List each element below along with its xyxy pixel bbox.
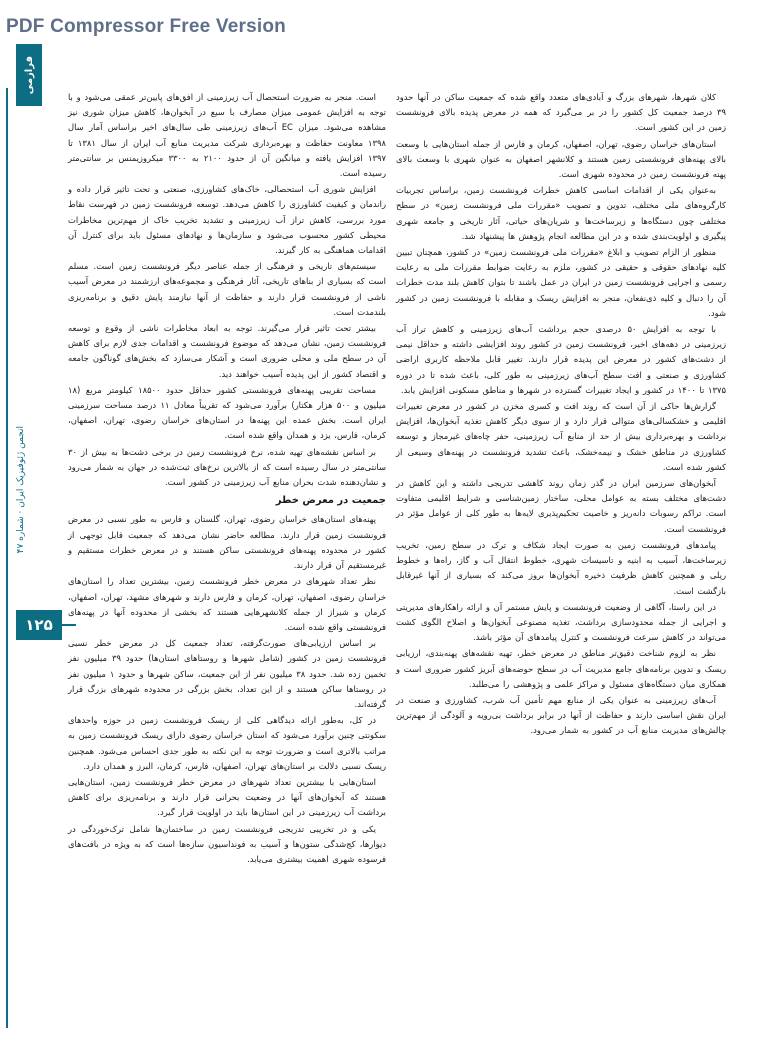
paragraph: در این راستا، آگاهی از وضعیت فرونشست و پایش مستمر آن و ارائه راهکارهای مدیریتی و اجرایی از جمله محدودسازی برداشت، تغذیه مصنوعی آبخوان‌ها و اصلاح الگوی کشت می‌تواند در کاهش سرعت فرونشست و کنترل پیامدهای آن مؤثر باشد.	[396, 601, 726, 643]
paragraph: پیامدهای فرونشست زمین به صورت ایجاد شکاف و ترک در سطح زمین، تخریب زیرساخت‌ها، آسیب به ابنیه و تاسیسات شهری، خطوط انتقال آب و گاز، راه‌ها و خطوط ریلی و همچنین کاهش ظرفیت ذخیره آبخوان‌ها بروز می‌کند که بسیاری از آنها غیرقابل بازگشت است.	[396, 539, 726, 596]
paragraph: مساحت تقریبی پهنه‌های فرونشستی کشور حداقل حدود ۱۸۵۰۰ کیلومتر مربع (۱۸ میلیون و ۵۰۰ هزار هکتار) برآورد می‌شود که تقریباً معادل ۱۱ درصد مساحت سرزمینی ایران است. بخش عمده این پهنه‌ها در استان‌های خراسان رضوی، تهران، اصفهان، کرمان، فارس، یزد و همدان واقع شده است.	[68, 384, 386, 441]
paragraph: نظر تعداد شهرهای در معرض خطر فرونشست زمین، بیشترین تعداد را استان‌های خراسان رضوی، اصفهان، تهران، کرمان و فارس دارند و شهرهای مشهد، تهران، اصفهان، کرمان و شیراز از جمله کلانشهرهایی هستند که بخشی از محدوده آنها در پهنه‌های فرونشستی واقع شده است.	[68, 576, 386, 632]
paragraph: به‌عنوان یکی از اقدامات اساسی کاهش خطرات فرونشست زمین، براساس تجربیات کارگروه‌های ملی مختلف، تدوین و تصویب «مقررات ملی فرونشست زمین» در سطح مختلفی چون دستگاه‌ها و زیرساخت‌ها و شریان‌های حیاتی، آثار تاریخی و جامعه شهری پیگیری و اولویت‌بندی شده و در این مطالعه انجام پژوهش ها پیشنهاد شد.	[396, 185, 726, 241]
paragraph: پهنه‌های استان‌های خراسان رضوی، تهران، گلستان و فارس به طور نسبی در معرض فرونشست زمین قرار دارند. مطالعه حاضر نشان می‌دهد که جمعیت قابل توجهی از کشور در محدوده پهنه‌های فرونشستی ساکن هستند و در معرض خطرات مستقیم و غیرمستقیم آن قرار دارند.	[68, 514, 386, 571]
paragraph: بر اساس ارزیابی‌های صورت‌گرفته، تعداد جمعیت کل در معرض خطر نسبی فرونشست زمین در کشور (شامل شهرها و روستاهای استان‌ها) حدود ۳۹ میلیون نفر تخمین زده شد. حدود ۳۸ میلیون نفر از این جمعیت، ساکن شهرها و حدود ۱ میلیون نفر در روستاها ساکن هستند و از این تعداد، بخش بزرگی در محدوده شهرهای بزرگ قرار گرفته‌اند.	[68, 638, 386, 709]
paragraph: منظور از الزام تصویب و ابلاغ «مقررات ملی فرونشست زمین» در کشور، همچنان تبیین کلیه نهادهای حقوقی و حقیقی در کشور، ملزم به رعایت ضوابط مقررات ملی به رعایت رسمی و اجرایی فرونشست زمین در ایران در عمل باشند تا بتوان کاهش بلند مدت خطرات آن را دنبال و کلیه ذی‌نفعان، منجر به افزایش ریسک و مقابله با فرونشست زمین در کشور شود.	[396, 247, 726, 318]
pdf-watermark: PDF Compressor Free Version	[6, 16, 286, 37]
left-text-column	[68, 90, 386, 868]
section-tab-label: فرازمی	[23, 55, 35, 95]
paragraph: افزایش شوری آب استحصالی، خاک‌های کشاورزی، صنعتی و تحت تاثیر قرار داده و راندمان و کیفیت کشاورزی را کاهش می‌دهد. توسعه فرونشست زمین در فهرست نقاط مورد بررسی، کاهش تراز آب زیرزمینی و تشدید تخریب خاک از مهم‌ترین مخاطرات محیطی کشور محسوب می‌شود و سازمان‌ها و نهادهای مسئول باید برای کنترل آن اقدامات هماهنگی به کار گیرند.	[68, 184, 386, 256]
section-heading: جمعیت در معرض خطر	[275, 495, 386, 507]
page-number: ۱۲۵	[25, 616, 53, 634]
paragraph: آبخوان‌های سرزمین ایران در گذر زمان روند کاهشی تدریجی داشته و این کاهش در دشت‌های مختلف بسته به عوامل محلی، ساختار زمین‌شناسی و شرایط اقلیمی متفاوت است. تراکم رسوبات دانه‌ریز و خاصیت تحکیم‌پذیری لایه‌ها به طور کلی از عوامل مؤثر در فرونشست است.	[396, 478, 726, 534]
page-number-badge	[16, 610, 62, 640]
section-tab	[16, 44, 42, 106]
paragraph: گزارش‌ها حاکی از آن است که روند افت و کسری مخزن در کشور در معرض تغییرات اقلیمی و خشکسالی‌های متوالی قرار دارد و از سوی دیگر کاهش تغذیه آبخوان‌ها، افزایش برداشت و بهره‌برداری بیش از حد از منابع آب زیرزمینی، حفر چاه‌های غیرمجاز و توسعه کشاورزی در مناطق خشک و نیمه‌خشک، باعث تشدید فرونشست در پهنه‌های وسیعی از کشور شده است.	[396, 401, 726, 472]
paragraph: بر اساس نقشه‌های تهیه شده، نرخ فرونشست زمین در برخی دشت‌ها به بیش از ۳۰ سانتی‌متر در سال رسیده است که از بالاترین نرخ‌های ثبت‌شده در جهان به شمار می‌رود و نشان‌دهنده شدت بحران منابع آب زیرزمینی در کشور است.	[68, 446, 386, 488]
paragraph: در کل، به‌طور ارائه دیدگاهی کلی از ریسک فرونشست زمین در حوزه واحدهای سکونتی چنین برآورد می‌شود که استان خراسان رضوی دارای ریسک فرونشست زمین به مراتب بالاتری است و ضرورت توجه به این نکته به طور جدی احساس می‌شود. همچنین ریسک نسبی دلالت بر استان‌های تهران، اصفهان، فارس، کرمان، البرز و همدان دارد.	[68, 715, 386, 771]
paragraph: آب‌های زیرزمینی به عنوان یکی از منابع مهم تأمین آب شرب، کشاورزی و صنعت در ایران نقش اساسی دارند و حفاظت از آنها در برابر برداشت بی‌رویه و آلودگی از مهم‌ترین چالش‌های مدیریت منابع آب در کشور به شمار می‌رود.	[396, 694, 726, 736]
paragraph: سیستم‌های تاریخی و فرهنگی از جمله عناصر دیگر فرونشست زمین است. مسلم است که بسیاری از بناهای تاریخی، آثار فرهنگی و مجموعه‌های ارزشمند در معرض آسیب ناشی از فرونشست قرار دارند و حفاظت از آنها نیازمند پایش دقیق و برنامه‌ریزی بلندمدت است.	[68, 261, 386, 317]
paragraph: کلان شهرها، شهرهای بزرگ و آبادی‌های متعدد واقع شده که جمعیت ساکن در آنها حدود ۳۹ درصد جمعیت کل کشور را در بر می‌گیرد که همه در معرض پدیده بالای فرونشست زمین در این کشور است.	[396, 92, 726, 133]
paragraph: بیشتر تحت تاثیر قرار می‌گیرند. توجه به ابعاد مخاطرات ناشی از وقوع و توسعه فرونشست زمین، نشان می‌دهد که موضوع فرونشست و اقدامات جدی لازم برای کاهش آن در سطح ملی و محلی ضروری است و آشکار می‌سازد که بخش‌های گوناگون جامعه و اقتصاد کشور از این پدیده آسیب خواهند دید.	[68, 323, 386, 379]
margin-rail	[6, 88, 8, 1028]
paragraph: یکی و در تخریبی تدریجی فرونشست زمین در ساختمان‌ها شامل ترک‌خوردگی در دیوارها، کج‌شدگی ستون‌ها و آسیب به فونداسیون سازه‌ها است که به ویژه در بافت‌های فرسوده شهری اهمیت بیشتری می‌یابد.	[68, 823, 386, 864]
paragraph: استان‌هایی با بیشترین تعداد شهرهای در معرض خطر فرونشست زمین، استان‌هایی هستند که آبخوان‌های آنها در وضعیت بحرانی قرار دارند و برنامه‌ریزی برای کاهش برداشت آب زیرزمینی در این استان‌ها باید در اولویت قرار گیرد.	[68, 776, 386, 818]
paragraph: نظر به لزوم شناخت دقیق‌تر مناطق در معرض خطر، تهیه نقشه‌های پهنه‌بندی، ارزیابی ریسک و تدوین برنامه‌های جامع مدیریت آب در سطح حوضه‌های آبریز کشور ضروری است و همکاری میان دستگاه‌های مسئول و مراکز علمی و پژوهشی را می‌طلبد.	[396, 648, 726, 689]
paragraph: استان‌های خراسان رضوی، تهران، اصفهان، کرمان و فارس از جمله استان‌هایی با وسعت بالای پهنه‌های فرونشستی زمین هستند و کلانشهر اصفهان به عنوان شهری با وسعت بالای پهنه فرونشست زمین در محدوده شهری است.	[396, 138, 726, 180]
paragraph: با توجه به افزایش ۵۰ درصدی حجم برداشت آب‌های زیرزمینی و کاهش تراز آب زیرزمینی در دهه‌های اخیر، فرونشست زمین در کشور روند افزایشی داشته و حداقل نیمی از دشت‌های کشور در معرض این پدیده قرار دارند. تغییر قابل ملاحظه کاربری اراضی کشاورزی و صنعتی و افت سطح آب‌های زیرزمینی به طور کلی، باعث شده تا در دوره ۱۳۷۵ تا ۱۴۰۰ در کشور و ایجاد تغییرات گسترده در شهرها و مناطق مسکونی افزایش یابد.	[396, 324, 726, 395]
journal-side-caption-text: انجمن ژئوفیزیک ایران · شماره ۴۷	[16, 426, 26, 554]
paragraph: است. منجر به ضرورت استحصال آب زیرزمینی از افق‌های پایین‌تر عمقی می‌شود و با توجه به افزایش عمومی میزان مصارف با سیع در آبخوان‌ها، کاهش میزان شوری نیز مشاهده می‌شود. میزان EC آب‌های زیرزمینی طی سال‌های اخیر براساس آمار سال ۱۳۹۸ معاونت حفاظت و بهره‌برداری شرکت مدیریت منابع آب ایران از سال ۱۳۸۱ تا ۱۳۹۷ افزایش یافته و میانگین آن از حدود ۲۱۰۰ به ۳۳۰۰ میکروزیمنس بر سانتی‌متر رسیده است.	[68, 92, 387, 179]
right-text-column	[396, 90, 726, 740]
